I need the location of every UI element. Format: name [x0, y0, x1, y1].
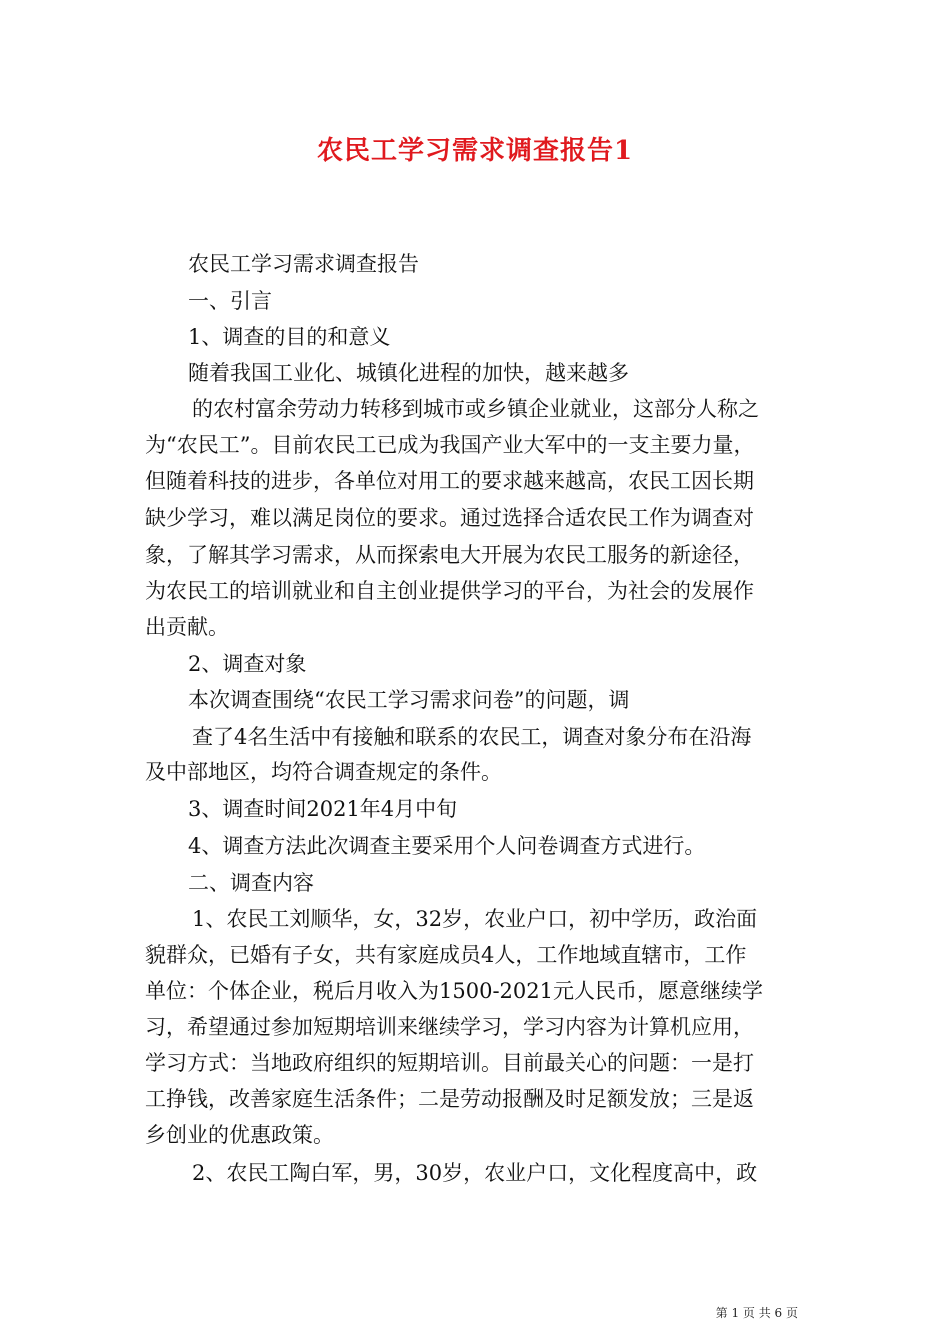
paragraph-line: 查了4名生活中有接触和联系的农民工，调查对象分布在沿海: [192, 725, 752, 749]
document-title: 农民工学习需求调查报告1: [316, 136, 634, 166]
paragraph-line: 2、农民工陶白军，男，30岁，农业户口，文化程度高中，政: [192, 1161, 758, 1185]
paragraph-line: 学习方式：当地政府组织的短期培训。目前最关心的问题：一是打: [145, 1051, 754, 1075]
paragraph-line: 出贡献。: [145, 615, 229, 639]
paragraph-line: 2、调查对象: [188, 652, 307, 676]
paragraph-line: 缺少学习，难以满足岗位的要求。通过选择合适农民工作为调查对: [145, 506, 754, 530]
paragraph-line: 但随着科技的进步，各单位对用工的要求越来越高，农民工因长期: [145, 469, 754, 493]
page-footer: 第 1 页 共 6 页: [715, 1306, 798, 1320]
paragraph-line: 农民工学习需求调查报告: [188, 252, 419, 276]
paragraph-line: 1、农民工刘顺华，女，32岁，农业户口，初中学历，政治面: [192, 907, 758, 931]
paragraph-line: 及中部地区，均符合调查规定的条件。: [145, 760, 502, 784]
paragraph-line: 为“农民工”。目前农民工已成为我国产业大军中的一支主要力量，: [145, 433, 755, 457]
paragraph-line: 乡创业的优惠政策。: [145, 1123, 334, 1147]
paragraph-line: 二、调查内容: [188, 871, 314, 895]
paragraph-line: 貌群众，已婚有子女，共有家庭成员4人，工作地域直辖市，工作: [145, 943, 747, 967]
paragraph-line: 随着我国工业化、城镇化进程的加快，越来越多: [188, 361, 629, 385]
paragraph-line: 3、调查时间2021年4月中旬: [188, 797, 458, 821]
paragraph-line: 习，希望通过参加短期培训来继续学习，学习内容为计算机应用，: [145, 1015, 754, 1039]
paragraph-line: 本次调查围绕“农民工学习需求问卷”的问题，调: [188, 688, 630, 712]
paragraph-line: 1、调查的目的和意义: [188, 325, 391, 349]
paragraph-line: 4、调查方法此次调查主要采用个人问卷调查方式进行。: [188, 834, 706, 858]
paragraph-line: 象，了解其学习需求，从而探索电大开展为农民工服务的新途径，: [145, 543, 754, 567]
paragraph-line: 单位：个体企业，税后月收入为1500-2021元人民币，愿意继续学: [145, 979, 763, 1003]
paragraph-line: 为农民工的培训就业和自主创业提供学习的平台，为社会的发展作: [145, 579, 754, 603]
paragraph-line: 工挣钱，改善家庭生活条件；二是劳动报酬及时足额发放；三是返: [145, 1087, 754, 1111]
paragraph-line: 一、引言: [188, 289, 272, 313]
paragraph-line: 的农村富余劳动力转移到城市或乡镇企业就业，这部分人称之: [192, 397, 759, 421]
